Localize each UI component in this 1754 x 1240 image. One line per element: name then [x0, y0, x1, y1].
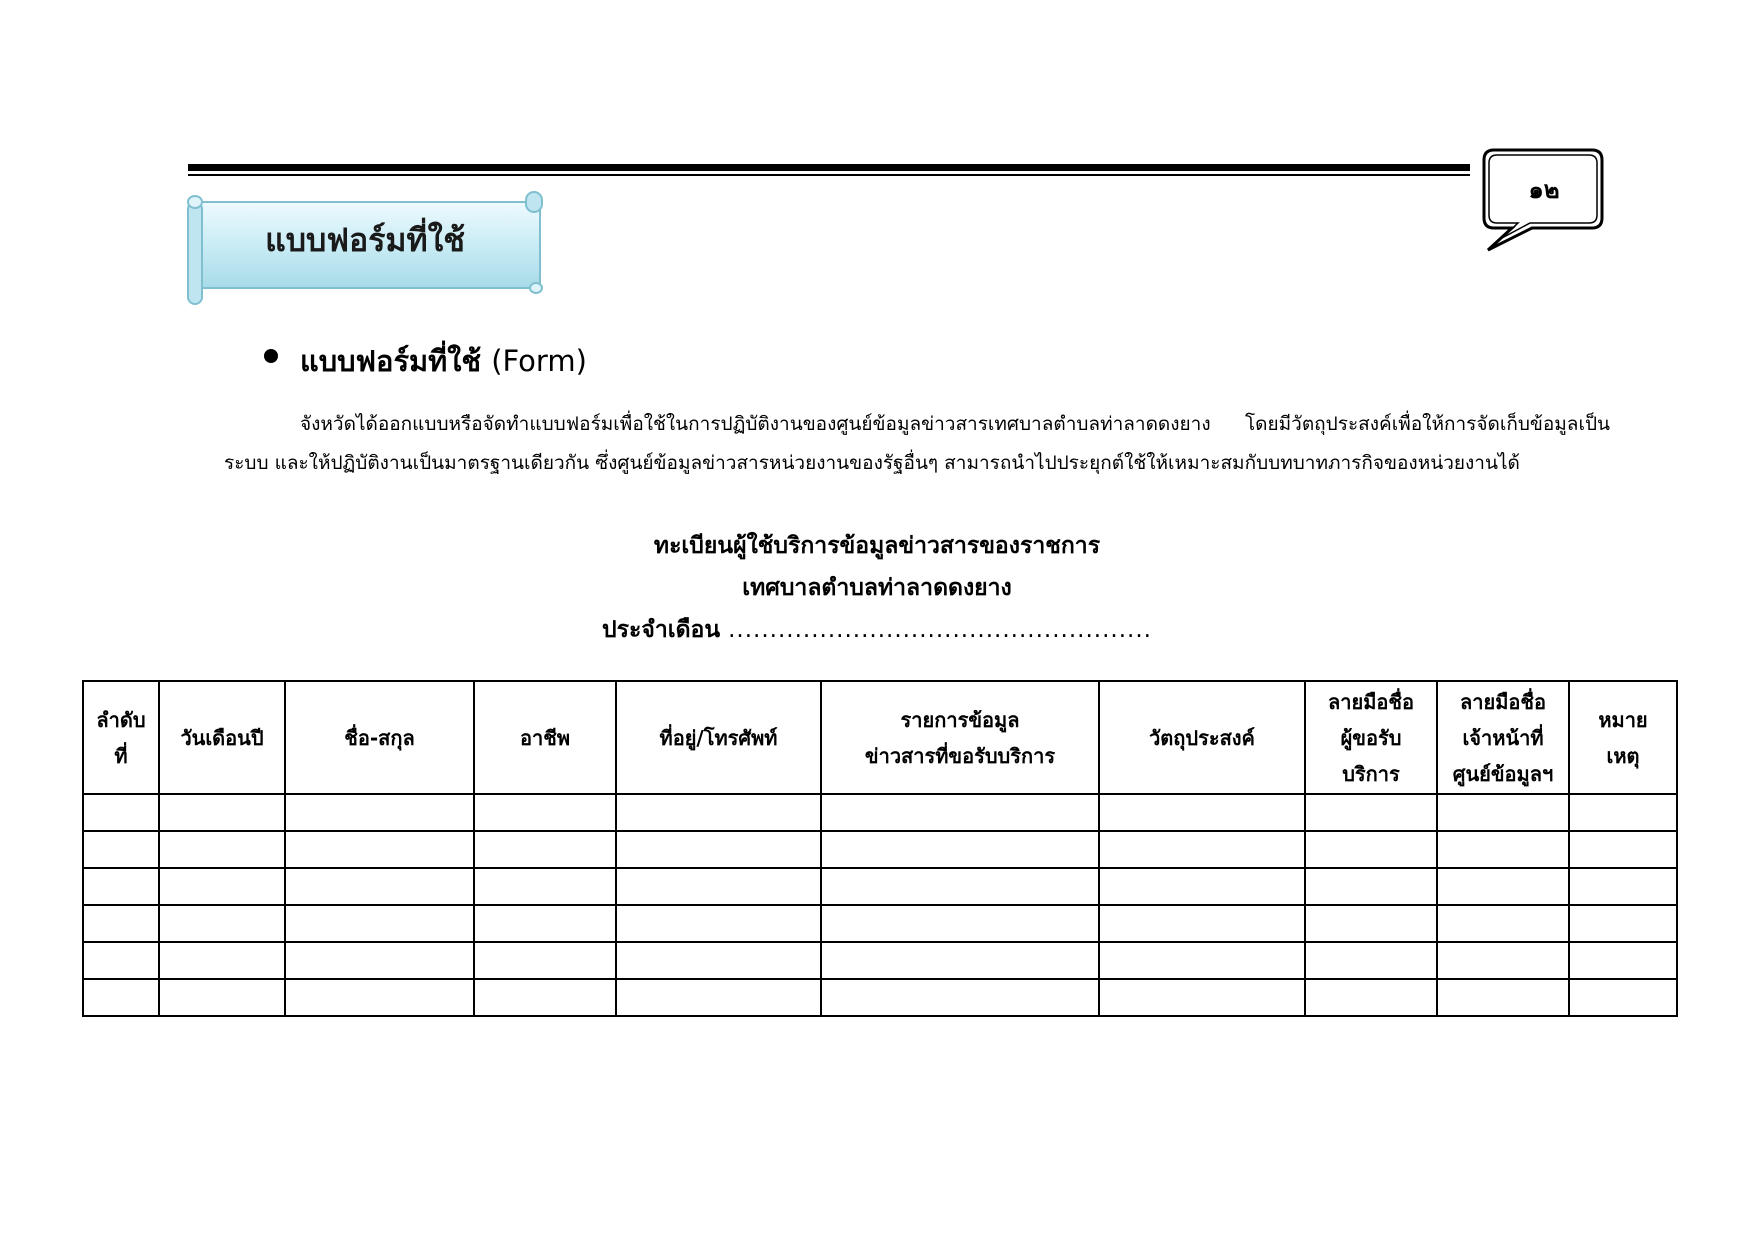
table-cell[interactable] — [474, 979, 616, 1016]
table-header-row — [83, 681, 1677, 794]
column-header-line: อาชีพ — [520, 725, 570, 750]
column-header-line: หมาย — [1598, 707, 1648, 732]
table-cell[interactable] — [83, 831, 159, 868]
table-cell[interactable] — [83, 868, 159, 905]
table-cell[interactable] — [159, 831, 285, 868]
column-header — [1099, 681, 1305, 794]
table-cell[interactable] — [1099, 979, 1305, 1016]
column-header — [83, 681, 159, 794]
column-header — [474, 681, 616, 794]
table-cell[interactable] — [1099, 942, 1305, 979]
table-cell[interactable] — [1437, 831, 1569, 868]
column-header-line: เหตุ — [1606, 743, 1640, 768]
page-number: ๑๒ — [1528, 176, 1560, 204]
intro-paragraph: จังหวัดได้ออกแบบหรือจัดทำแบบฟอร์มเพื่อใช้ในการปฏิบัติงานของศูนย์ข้อมูลข่าวสารเทศบาลตำบลท่าลาดดงยาง โดยมีวัตถุประสงค์เพื่อให้การจัดเก็บข้อมูลเป็นระบบ และให้ปฏิบัติงานเป็นมาตรฐานเดียวกัน ซึ่งศูนย์ข้อมูลข่าวสารหน่วยงานของรัฐอื่นๆ สามารถนำไปประยุกต์ใช้ให้เหมาะสมกับบทบาทภารกิจของหน่วยงานได้ — [224, 413, 1610, 474]
register-title: ทะเบียนผู้ใช้บริการข้อมูลข่าวสารของราชการ — [653, 533, 1101, 559]
table-row — [83, 942, 1677, 979]
table-cell[interactable] — [285, 905, 474, 942]
table-cell[interactable] — [1569, 979, 1677, 1016]
section-heading-en: (Form) — [491, 344, 587, 378]
table-row — [83, 831, 1677, 868]
table-cell[interactable] — [616, 905, 821, 942]
table-cell[interactable] — [1569, 942, 1677, 979]
table-cell[interactable] — [821, 979, 1099, 1016]
table-cell[interactable] — [1437, 942, 1569, 979]
column-header-line: รายการข้อมูล — [900, 707, 1020, 732]
table-cell[interactable] — [616, 794, 821, 831]
table-cell[interactable] — [1305, 831, 1437, 868]
header-rule-thin — [188, 174, 1470, 176]
column-header-line: เจ้าหน้าที่ — [1462, 725, 1544, 750]
column-header-line: ที่อยู่/โทรศัพท์ — [659, 725, 778, 750]
register-organization: เทศบาลตำบลท่าลาดดงยาง — [742, 575, 1012, 601]
table-cell[interactable] — [616, 868, 821, 905]
column-header-line: ลายมือชื่อ — [1460, 689, 1546, 714]
table-cell[interactable] — [474, 942, 616, 979]
table-cell[interactable] — [1437, 905, 1569, 942]
month-blank: ................................................... — [728, 617, 1152, 643]
table-cell[interactable] — [159, 979, 285, 1016]
table-cell[interactable] — [821, 831, 1099, 868]
table-cell[interactable] — [821, 868, 1099, 905]
table-cell[interactable] — [83, 979, 159, 1016]
register-month-line — [0, 612, 1754, 648]
month-label: ประจำเดือน — [602, 617, 721, 643]
table-row — [83, 979, 1677, 1016]
table-cell[interactable] — [1437, 868, 1569, 905]
table-cell[interactable] — [616, 979, 821, 1016]
table-cell[interactable] — [285, 979, 474, 1016]
column-header — [616, 681, 821, 794]
column-header-line: ศูนย์ข้อมูลฯ — [1452, 761, 1554, 786]
column-header-line: ข่าวสารที่ขอรับบริการ — [864, 743, 1056, 768]
column-header-line: วัตถุประสงค์ — [1149, 725, 1255, 750]
table-cell[interactable] — [159, 905, 285, 942]
column-header-line: ลำดับ — [96, 707, 146, 732]
column-header-line: วันเดือนปี — [180, 725, 264, 750]
table-cell[interactable] — [616, 831, 821, 868]
table-cell[interactable] — [159, 942, 285, 979]
column-header-line: ผู้ขอรับ — [1340, 725, 1402, 750]
table-cell[interactable] — [83, 905, 159, 942]
column-header-line: ที่ — [114, 743, 128, 768]
column-header — [159, 681, 285, 794]
table-cell[interactable] — [159, 794, 285, 831]
column-header — [1305, 681, 1437, 794]
table-cell[interactable] — [616, 942, 821, 979]
table-cell[interactable] — [285, 831, 474, 868]
register-table — [82, 680, 1678, 1017]
table-cell[interactable] — [285, 794, 474, 831]
table-cell[interactable] — [474, 905, 616, 942]
table-cell[interactable] — [83, 942, 159, 979]
column-header-line: บริการ — [1342, 761, 1400, 786]
table-cell[interactable] — [1437, 979, 1569, 1016]
table-body — [83, 794, 1677, 1016]
banner-title: แบบฟอร์มที่ใช้ — [265, 221, 465, 259]
table-cell[interactable] — [1569, 831, 1677, 868]
table-cell[interactable] — [1305, 868, 1437, 905]
table-row — [83, 794, 1677, 831]
column-header — [1569, 681, 1677, 794]
table-cell[interactable] — [1305, 905, 1437, 942]
table-cell[interactable] — [1305, 979, 1437, 1016]
bullet-icon — [264, 349, 278, 363]
column-header — [1437, 681, 1569, 794]
table-cell[interactable] — [821, 942, 1099, 979]
table-cell[interactable] — [474, 831, 616, 868]
table-cell[interactable] — [285, 868, 474, 905]
table-row — [83, 868, 1677, 905]
table-cell[interactable] — [821, 905, 1099, 942]
column-header-line: ชื่อ-สกุล — [344, 725, 415, 750]
table-cell[interactable] — [1099, 905, 1305, 942]
table-cell[interactable] — [159, 868, 285, 905]
table-cell[interactable] — [1305, 794, 1437, 831]
table-cell[interactable] — [821, 794, 1099, 831]
table-cell[interactable] — [1099, 831, 1305, 868]
table-cell[interactable] — [474, 868, 616, 905]
table-cell[interactable] — [1569, 794, 1677, 831]
section-heading-thai: แบบฟอร์มที่ใช้ — [300, 344, 482, 378]
column-header — [285, 681, 474, 794]
column-header — [821, 681, 1099, 794]
table-cell[interactable] — [83, 794, 159, 831]
table-cell[interactable] — [285, 942, 474, 979]
table-cell[interactable] — [1305, 942, 1437, 979]
table-cell[interactable] — [1099, 794, 1305, 831]
header-rule-thick — [188, 164, 1470, 171]
table-cell[interactable] — [1437, 794, 1569, 831]
table-cell[interactable] — [1569, 905, 1677, 942]
column-header-line: ลายมือชื่อ — [1328, 689, 1414, 714]
section-heading — [300, 338, 587, 384]
table-cell[interactable] — [474, 794, 616, 831]
table-cell[interactable] — [1569, 868, 1677, 905]
table-row — [83, 905, 1677, 942]
table-cell[interactable] — [1099, 868, 1305, 905]
